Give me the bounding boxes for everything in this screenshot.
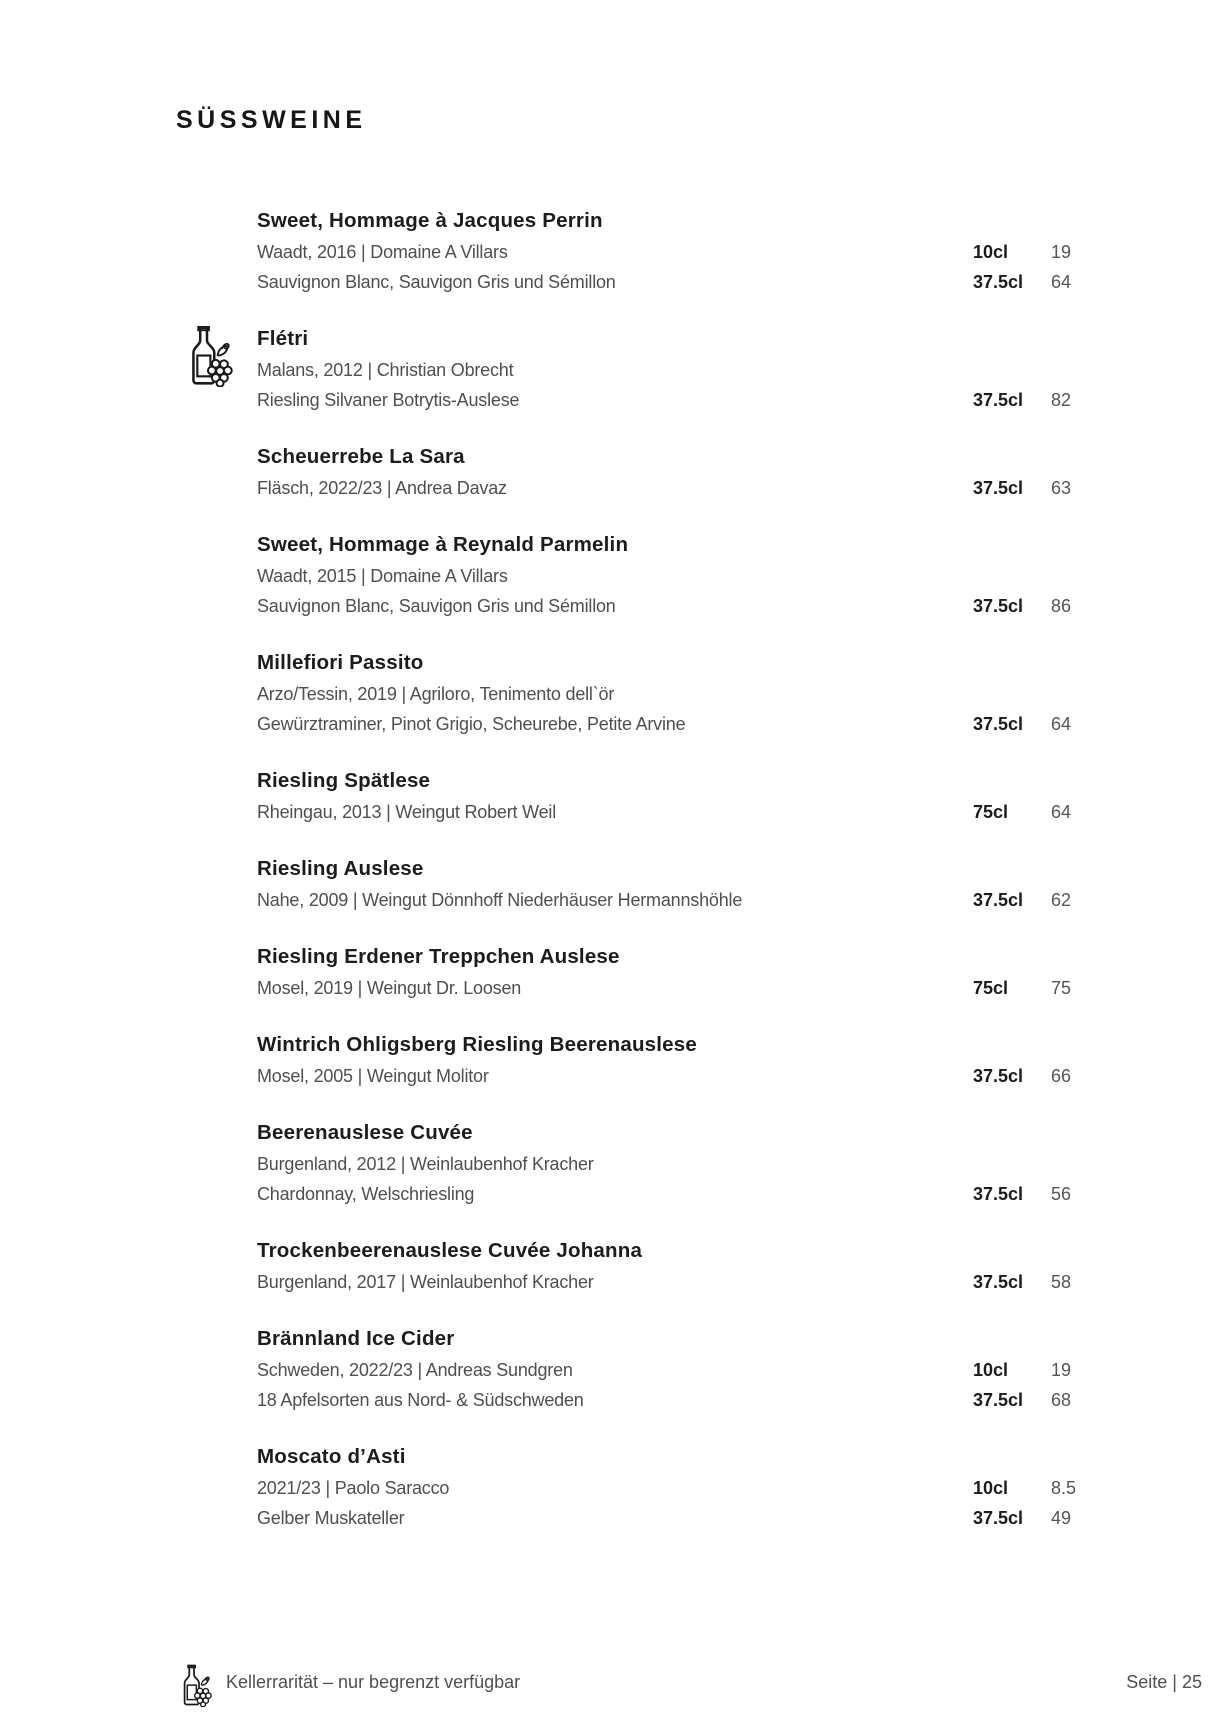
price: 62: [1051, 890, 1072, 910]
price: 49: [1051, 1508, 1072, 1528]
wine-entry: [0, 528, 1222, 621]
serving-size: 37.5cl: [973, 1066, 1024, 1086]
wine-detail: Gelber Muskateller: [257, 1508, 405, 1528]
wine-detail: Waadt, 2016 | Domaine A Villars: [257, 242, 508, 262]
serving-size: 37.5cl: [973, 1272, 1024, 1292]
wine-name: Moscato d’Asti: [257, 1445, 406, 1468]
wine-name: Riesling Spätlese: [257, 769, 431, 792]
serving-size: 37.5cl: [973, 390, 1024, 410]
wine-detail: Mosel, 2019 | Weingut Dr. Loosen: [257, 978, 522, 998]
price: 8.5: [1051, 1478, 1077, 1498]
serving-size: 10cl: [973, 1360, 1009, 1380]
wine-detail: Gewürztraminer, Pinot Grigio, Scheurebe, Petite Arvine: [257, 714, 686, 734]
wine-entry: [0, 1440, 1222, 1533]
wine-detail-row: [0, 797, 1222, 827]
wine-detail-row: [0, 355, 1222, 385]
wine-entry: [0, 1322, 1222, 1415]
wine-name: Trockenbeerenauslese Cuvée Johanna: [257, 1239, 643, 1262]
wine-detail-row: [0, 973, 1222, 1003]
page-footer: [0, 1660, 1222, 1712]
wine-detail: Schweden, 2022/23 | Andreas Sundgren: [257, 1360, 573, 1380]
price: 68: [1051, 1390, 1072, 1410]
wine-detail-row: [0, 1061, 1222, 1091]
wine-detail: Sauvignon Blanc, Sauvigon Gris und Sémillon: [257, 272, 616, 292]
rarity-legend: Kellerrarität – nur begrenzt verfügbar: [226, 1672, 521, 1692]
wine-name: Scheuerrebe La Sara: [257, 445, 465, 468]
price: 64: [1051, 714, 1072, 734]
wine-detail: Chardonnay, Welschriesling: [257, 1184, 475, 1204]
serving-size: 37.5cl: [973, 890, 1024, 910]
wine-detail-row: [0, 1149, 1222, 1179]
wine-name: Brännland Ice Cider: [257, 1327, 455, 1350]
price: 58: [1051, 1272, 1072, 1292]
serving-size: 37.5cl: [973, 1508, 1024, 1528]
wine-name: Riesling Erdener Treppchen Auslese: [257, 945, 620, 968]
wine-detail-row: [0, 473, 1222, 503]
wine-entry: [0, 322, 1222, 415]
wine-detail-row: [0, 709, 1222, 739]
wine-entry: [0, 1028, 1222, 1091]
wine-detail: Rheingau, 2013 | Weingut Robert Weil: [257, 802, 556, 822]
wine-detail: Arzo/Tessin, 2019 | Agriloro, Tenimento dell`ör: [257, 684, 615, 704]
price: 64: [1051, 272, 1072, 292]
price: 82: [1051, 390, 1072, 410]
price: 63: [1051, 478, 1072, 498]
wine-name: Sweet, Hommage à Jacques Perrin: [257, 209, 603, 232]
wine-detail: 18 Apfelsorten aus Nord- & Südschweden: [257, 1390, 584, 1410]
wine-detail: Nahe, 2009 | Weingut Dönnhoff Niederhäuser Hermannshöhle: [257, 890, 743, 910]
wine-name: Wintrich Ohligsberg Riesling Beerenauslese: [257, 1033, 697, 1056]
serving-size: 10cl: [973, 1478, 1009, 1498]
price: 86: [1051, 596, 1072, 616]
price: 75: [1051, 978, 1072, 998]
serving-size: 10cl: [973, 242, 1009, 262]
wine-name: Flétri: [257, 327, 309, 350]
wine-detail: Malans, 2012 | Christian Obrecht: [257, 360, 514, 380]
wine-detail-row: [0, 591, 1222, 621]
wine-entry: [0, 940, 1222, 1003]
price: 64: [1051, 802, 1072, 822]
page-title: SÜSSWEINE: [176, 106, 367, 134]
price: 66: [1051, 1066, 1072, 1086]
wine-detail-row: [0, 385, 1222, 415]
wine-bottle-grapes-icon: [176, 1664, 212, 1707]
wine-detail-row: [0, 561, 1222, 591]
wine-detail: Riesling Silvaner Botrytis-Auslese: [257, 390, 520, 410]
wine-detail-row: [0, 267, 1222, 297]
wine-name: Riesling Auslese: [257, 857, 424, 880]
serving-size: 37.5cl: [973, 596, 1024, 616]
wine-entry: [0, 1234, 1222, 1297]
serving-size: 75cl: [973, 802, 1009, 822]
wine-name: Millefiori Passito: [257, 651, 424, 674]
serving-size: 37.5cl: [973, 272, 1024, 292]
wine-entry: [0, 852, 1222, 915]
wine-entry: [0, 1116, 1222, 1209]
wine-detail-row: [0, 1503, 1222, 1533]
wine-entry: [0, 440, 1222, 503]
wine-detail: Burgenland, 2017 | Weinlaubenhof Kracher: [257, 1272, 594, 1292]
wine-detail-row: [0, 237, 1222, 267]
price: 56: [1051, 1184, 1072, 1204]
wine-detail: 2021/23 | Paolo Saracco: [257, 1478, 450, 1498]
wine-detail-row: [0, 1385, 1222, 1415]
wine-detail-row: [0, 885, 1222, 915]
wine-entry: [0, 764, 1222, 827]
price: 19: [1051, 242, 1072, 262]
wine-detail: Sauvignon Blanc, Sauvigon Gris und Sémillon: [257, 596, 616, 616]
wine-detail-row: [0, 1473, 1222, 1503]
wine-detail-row: [0, 1179, 1222, 1209]
wine-entry: [0, 646, 1222, 739]
wine-detail-row: [0, 1267, 1222, 1297]
wine-list: [0, 204, 1222, 1558]
wine-detail-row: [0, 679, 1222, 709]
serving-size: 37.5cl: [973, 478, 1024, 498]
wine-entry: [0, 204, 1222, 297]
wine-detail: Burgenland, 2012 | Weinlaubenhof Kracher: [257, 1154, 594, 1174]
wine-detail: Waadt, 2015 | Domaine A Villars: [257, 566, 508, 586]
wine-detail-row: [0, 1355, 1222, 1385]
price: 19: [1051, 1360, 1072, 1380]
page-number: Seite | 25: [1126, 1672, 1202, 1692]
wine-name: Beerenauslese Cuvée: [257, 1121, 473, 1144]
serving-size: 37.5cl: [973, 1184, 1024, 1204]
serving-size: 37.5cl: [973, 714, 1024, 734]
wine-detail: Fläsch, 2022/23 | Andrea Davaz: [257, 478, 507, 498]
wine-name: Sweet, Hommage à Reynald Parmelin: [257, 533, 629, 556]
serving-size: 75cl: [973, 978, 1009, 998]
serving-size: 37.5cl: [973, 1390, 1024, 1410]
wine-detail: Mosel, 2005 | Weingut Molitor: [257, 1066, 489, 1086]
